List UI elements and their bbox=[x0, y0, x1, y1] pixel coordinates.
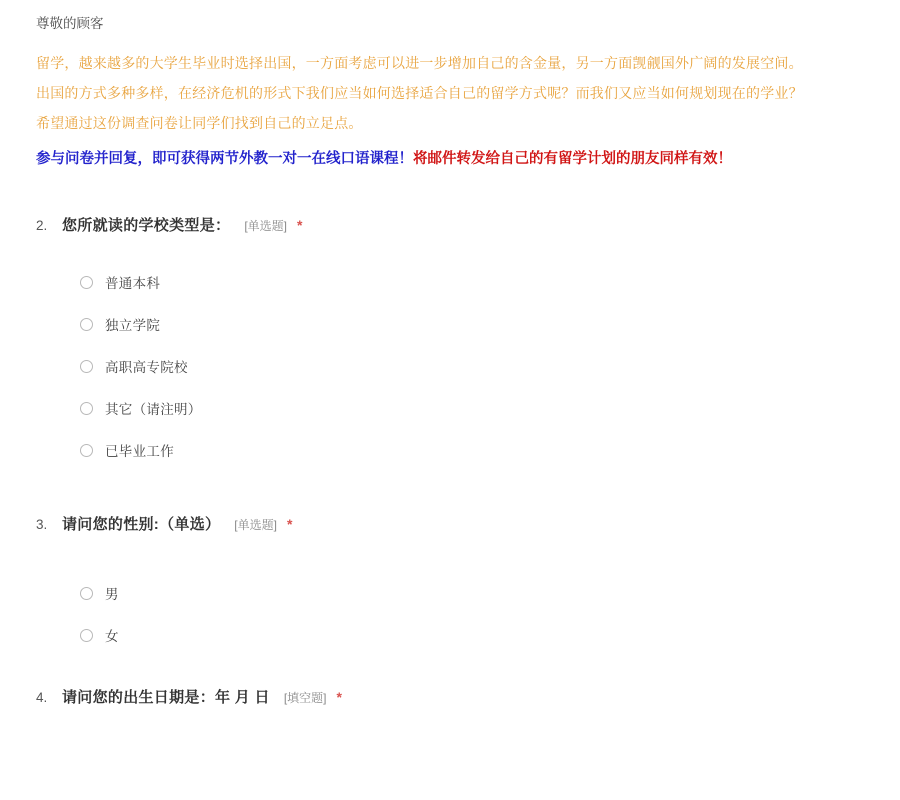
intro-line-3: 希望通过这份调查问卷让同学们找到自己的立足点。 bbox=[36, 115, 363, 131]
question-required-mark-3: * bbox=[286, 516, 293, 532]
intro-paragraph bbox=[36, 48, 880, 138]
option-list-2 bbox=[36, 261, 880, 471]
option-label: 高职高专院校 bbox=[105, 360, 188, 375]
question-type-tag-2: [单选题] bbox=[244, 219, 287, 233]
radio-icon[interactable] bbox=[80, 276, 93, 289]
option-item[interactable] bbox=[36, 429, 880, 471]
question-block-4 bbox=[36, 686, 880, 707]
question-title-3: 请问您的性别:（单选） bbox=[62, 516, 221, 533]
option-item[interactable] bbox=[36, 303, 880, 345]
promo-text-blue: 参与问卷并回复，即可获得两节外教一对一在线口语课程！ bbox=[36, 151, 413, 167]
question-header-4 bbox=[36, 686, 880, 707]
option-list-3 bbox=[36, 572, 880, 656]
promo-banner bbox=[36, 146, 880, 172]
question-title-4: 请问您的出生日期是：年 月 日 bbox=[62, 689, 270, 706]
option-item[interactable] bbox=[36, 572, 880, 614]
option-label: 女 bbox=[105, 629, 119, 644]
option-item[interactable] bbox=[36, 345, 880, 387]
option-label: 普通本科 bbox=[105, 276, 161, 291]
question-header-2 bbox=[36, 214, 880, 235]
question-required-mark-2: * bbox=[296, 217, 303, 233]
question-type-tag-3: [单选题] bbox=[234, 518, 277, 532]
promo-text-red: 将邮件转发给自己的有留学计划的朋友同样有效！ bbox=[413, 151, 732, 167]
option-item[interactable] bbox=[36, 614, 880, 656]
option-label: 已毕业工作 bbox=[105, 444, 174, 459]
radio-icon[interactable] bbox=[80, 318, 93, 331]
option-label: 独立学院 bbox=[105, 318, 161, 333]
question-number-3: 3. bbox=[36, 517, 48, 532]
question-number-4: 4. bbox=[36, 690, 48, 705]
radio-icon[interactable] bbox=[80, 360, 93, 373]
question-title-2: 您所就读的学校类型是： bbox=[62, 217, 231, 234]
question-number-2: 2. bbox=[36, 218, 48, 233]
option-item[interactable] bbox=[36, 387, 880, 429]
radio-icon[interactable] bbox=[80, 629, 93, 642]
option-label: 男 bbox=[105, 587, 119, 602]
intro-line-1: 留学，越来越多的大学生毕业时选择出国，一方面考虑可以进一步增加自己的含金量，另一方面觊觎国外广阔的发展空间。 bbox=[36, 55, 803, 71]
question-block-3 bbox=[36, 513, 880, 656]
question-type-tag-4: [填空题] bbox=[283, 691, 327, 705]
greeting-text: 尊敬的顾客 bbox=[36, 16, 104, 31]
option-item[interactable] bbox=[36, 261, 880, 303]
radio-icon[interactable] bbox=[80, 587, 93, 600]
intro-line-2: 出国的方式多种多样，在经济危机的形式下我们应当如何选择适合自己的留学方式呢？而我们又应当如何规划现在的学业？ bbox=[36, 85, 803, 101]
question-header-3 bbox=[36, 513, 880, 534]
radio-icon[interactable] bbox=[80, 444, 93, 457]
option-label: 其它（请注明） bbox=[105, 402, 202, 417]
question-block-2 bbox=[36, 214, 880, 471]
radio-icon[interactable] bbox=[80, 402, 93, 415]
question-required-mark-4: * bbox=[336, 689, 342, 705]
